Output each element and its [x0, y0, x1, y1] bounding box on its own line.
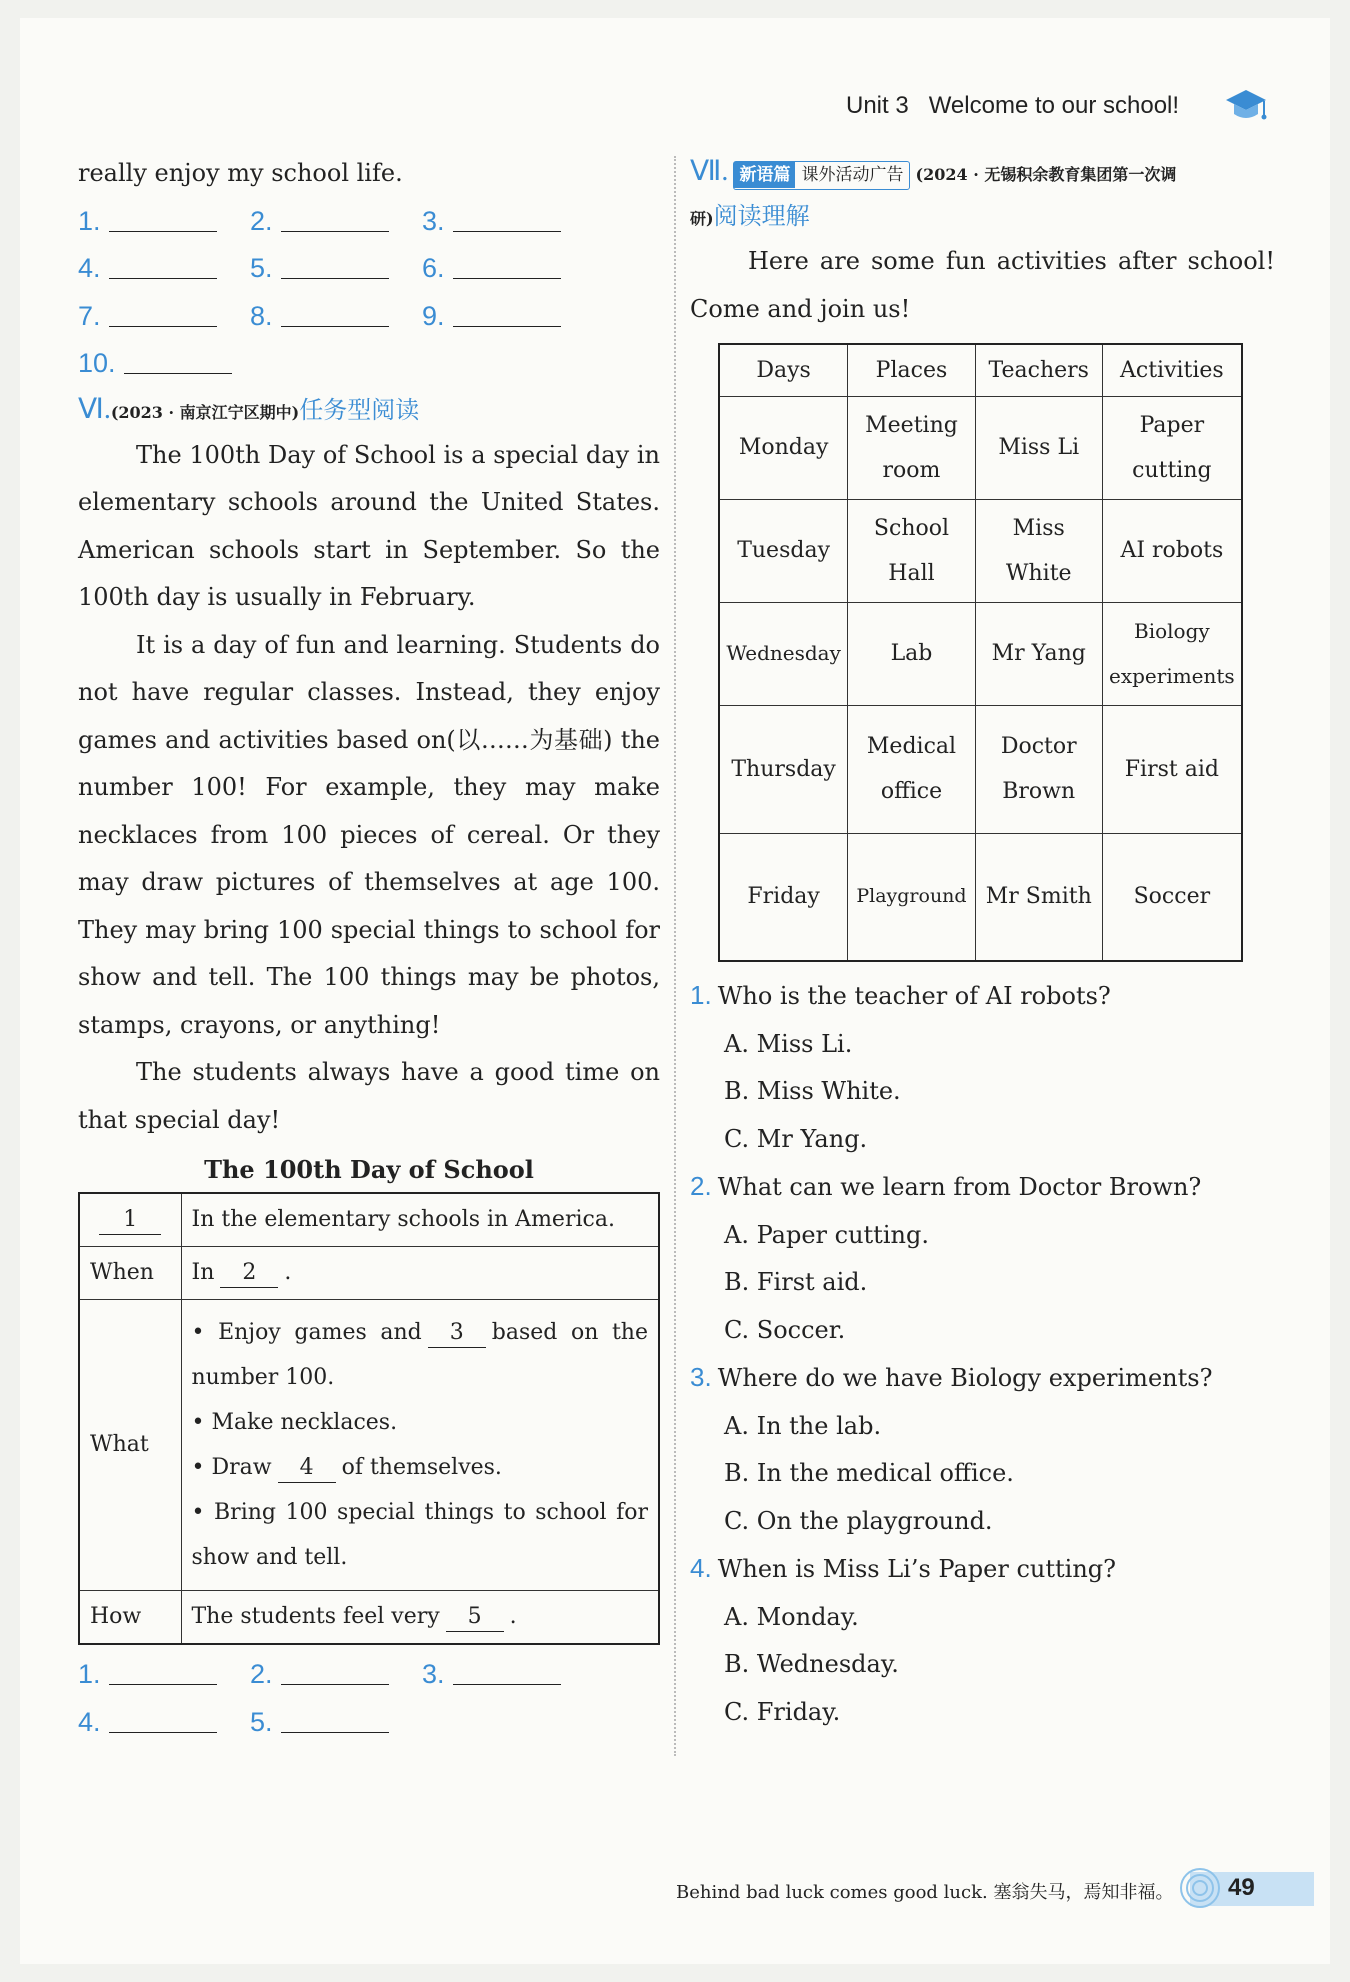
answer-blanks-bottom — [78, 1651, 660, 1746]
answer-blank[interactable]: 3. — [422, 198, 594, 246]
table-row — [79, 1591, 659, 1645]
page-number: 49 — [1228, 1874, 1255, 1901]
table-cell: Biology experiments — [1102, 602, 1242, 705]
answer-blank[interactable]: 5. — [250, 245, 422, 293]
table-cell: What — [79, 1300, 181, 1591]
answer-option[interactable]: A. In the lab. — [724, 1411, 882, 1440]
question-text: What can we learn from Doctor Brown? — [717, 1173, 1202, 1201]
table-cell: Monday — [719, 396, 848, 499]
answer-blank[interactable]: 9. — [422, 293, 594, 341]
question-item: 3. Where do we have Biology experiments? A. In the lab. B. In the medical office. C. On the playground. — [690, 1354, 1275, 1545]
fill-blank[interactable]: 2 — [220, 1259, 278, 1288]
table-cell: Mr Smith — [975, 833, 1102, 961]
answer-blank[interactable]: 1. — [78, 198, 250, 246]
answer-blank[interactable]: 7. — [78, 293, 250, 341]
table-cell: In the elementary schools in America. — [181, 1193, 659, 1247]
table-cell: Thursday — [719, 705, 848, 833]
table-cell: AI robots — [1102, 499, 1242, 602]
section-heading-6: Ⅵ.(2023 · 南京江宁区期中)任务型阅读 — [78, 393, 420, 425]
answer-option[interactable]: A. Paper cutting. — [724, 1220, 929, 1249]
table-cell: Playground — [848, 833, 976, 961]
table-cell: The students feel very 5 . — [181, 1591, 659, 1645]
table-cell: Wednesday — [719, 602, 848, 705]
page-header — [846, 92, 1199, 120]
footer-proverb: Behind bad luck comes good luck. 塞翁失马，焉知非福。 — [676, 1882, 1174, 1903]
answer-option[interactable]: C. Mr Yang. — [724, 1124, 868, 1153]
table-cell: Miss White — [975, 499, 1102, 602]
table-header: Places — [848, 344, 976, 396]
table-row — [719, 705, 1242, 833]
table-title: The 100th Day of School — [204, 1155, 534, 1184]
table-row — [79, 1193, 659, 1247]
answer-blank[interactable]: 10. — [78, 340, 250, 388]
unit-title: Welcome to our school! — [928, 92, 1180, 119]
fill-blank[interactable]: 3 — [428, 1319, 486, 1348]
table-cell: Friday — [719, 833, 848, 961]
table-row — [719, 396, 1242, 499]
answer-option[interactable]: A. Monday. — [724, 1602, 859, 1631]
table-cell: Medical office — [848, 705, 976, 833]
answer-blank[interactable]: 4. — [78, 1699, 250, 1747]
answer-option[interactable]: C. Friday. — [724, 1697, 841, 1726]
unit-label: Unit 3 — [846, 92, 909, 119]
answer-option[interactable]: B. In the medical office. — [724, 1459, 1014, 1487]
question-item: 2. What can we learn from Doctor Brown? A. Paper cutting. B. First aid. C. Soccer. — [690, 1163, 1275, 1354]
passage-paragraph: The students always have a good time on that special day! — [78, 1058, 660, 1134]
table-cell: When — [79, 1247, 181, 1300]
table-row — [719, 833, 1242, 961]
table-cell: In 2 . — [181, 1247, 659, 1300]
answer-blank[interactable]: 4. — [78, 245, 250, 293]
table-header: Days — [719, 344, 848, 396]
table-cell: Lab — [848, 602, 976, 705]
table-cell: School Hall — [848, 499, 976, 602]
question-text: Who is the teacher of AI robots? — [717, 982, 1111, 1010]
answer-option[interactable]: B. Wednesday. — [724, 1650, 899, 1678]
table-cell: Miss Li — [975, 396, 1102, 499]
fill-blank[interactable]: 1 — [99, 1206, 161, 1235]
passage-paragraph: The 100th Day of School is a special day in elementary schools around the United States. American schools start in September. So the 100th day is usually in February. — [78, 440, 660, 611]
answer-blank[interactable]: 2. — [250, 198, 422, 246]
table-header: Activities — [1102, 344, 1242, 396]
table-row — [79, 1300, 659, 1591]
table-cell: First aid — [1102, 705, 1242, 833]
table-header-row — [719, 344, 1242, 396]
left-column — [78, 150, 660, 1746]
table-cell: Doctor Brown — [975, 705, 1102, 833]
table-header: Teachers — [975, 344, 1102, 396]
section-heading-7: Ⅶ. 新语篇 课外活动广告 (2024 · 无锡积余教育集团第一次调 — [690, 150, 1275, 194]
answer-blanks-top — [78, 198, 660, 388]
question-text: When is Miss Li’s Paper cutting? — [717, 1555, 1117, 1583]
column-divider — [674, 156, 676, 1756]
section-tag: 新语篇 课外活动广告 — [733, 161, 910, 190]
answer-option[interactable]: B. Miss White. — [724, 1077, 901, 1105]
answer-blank[interactable]: 5. — [250, 1699, 422, 1747]
answer-option[interactable]: C. On the playground. — [724, 1506, 993, 1535]
graduation-cap-icon — [1224, 86, 1268, 126]
activity-schedule-table — [718, 343, 1243, 962]
table-row — [79, 1247, 659, 1300]
table-cell: Tuesday — [719, 499, 848, 602]
table-cell: How — [79, 1591, 181, 1645]
answer-option[interactable]: C. Soccer. — [724, 1315, 846, 1344]
table-cell: Soccer — [1102, 833, 1242, 961]
fill-blank[interactable]: 4 — [278, 1454, 336, 1483]
answer-blank[interactable]: 6. — [422, 245, 594, 293]
question-list — [690, 972, 1275, 1736]
answer-blank[interactable]: 8. — [250, 293, 422, 341]
question-text: Where do we have Biology experiments? — [717, 1364, 1213, 1392]
task-table — [78, 1192, 660, 1645]
answer-option[interactable]: A. Miss Li. — [724, 1029, 853, 1058]
intro-line: really enjoy my school life. — [78, 159, 403, 187]
right-column — [690, 150, 1275, 1736]
spiral-icon — [1178, 1866, 1222, 1910]
answer-blank[interactable]: 1. — [78, 1651, 250, 1699]
table-cell: Mr Yang — [975, 602, 1102, 705]
answer-blank[interactable]: 3. — [422, 1651, 594, 1699]
table-cell: Meeting room — [848, 396, 976, 499]
question-item: 1. Who is the teacher of AI robots? A. Miss Li. B. Miss White. C. Mr Yang. — [690, 972, 1275, 1163]
table-cell: • Enjoy games and 3 based on the number 100. • Make necklaces. • Draw 4 of themselves. • Bring 100 special things to school for show and tell. — [181, 1300, 659, 1591]
table-row — [719, 499, 1242, 602]
answer-option[interactable]: B. First aid. — [724, 1268, 868, 1296]
table-cell: Paper cutting — [1102, 396, 1242, 499]
fill-blank[interactable]: 5 — [446, 1603, 504, 1632]
section-heading-7-cont: 研)阅读理解 — [690, 202, 810, 230]
passage-paragraph: It is a day of fun and learning. Students do not have regular classes. Instead, they enjoy games and activities based on(以……为基础) the number 100! For example, they may make necklaces from 100 pieces of cereal. Or they may draw pictures of themselves at age 100. They may bring 100 special things to school for show and tell. The 100 things may be photos, stamps, crayons, or anything! — [78, 630, 660, 1039]
table-row — [719, 602, 1242, 705]
question-item: 4. When is Miss Li’s Paper cutting? A. Monday. B. Wednesday. C. Friday. — [690, 1545, 1275, 1736]
passage-intro: Here are some fun activities after school! Come and join us! — [690, 247, 1275, 323]
answer-blank[interactable]: 2. — [250, 1651, 422, 1699]
